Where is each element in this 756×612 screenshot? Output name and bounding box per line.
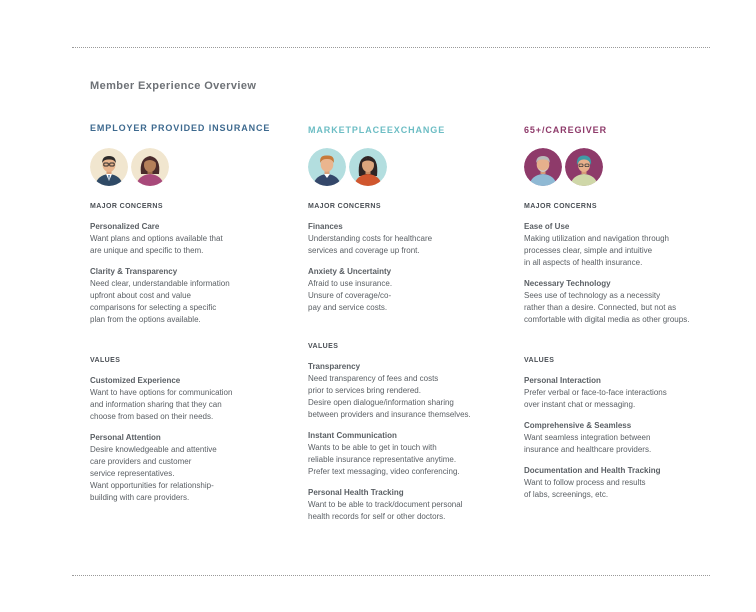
avatar-group <box>524 148 734 188</box>
value-item <box>524 420 734 456</box>
concern-item <box>308 221 508 257</box>
avatar-young-woman <box>349 148 387 186</box>
values-label: VALUES <box>90 357 121 364</box>
concern-title: Necessary Technology <box>524 279 611 288</box>
value-title: Transparency <box>308 362 361 371</box>
value-item <box>524 465 734 501</box>
concern-item <box>308 266 508 314</box>
top-divider <box>72 47 710 48</box>
value-title: Instant Communication <box>308 431 397 440</box>
concerns-label: MAJOR CONCERNS <box>308 203 381 210</box>
value-title: Documentation and Health Tracking <box>524 466 661 475</box>
avatar-older-man <box>524 148 562 186</box>
avatar-group <box>308 148 508 188</box>
concern-title: Anxiety & Uncertainty <box>308 267 392 276</box>
concern-desc: Afraid to use insurance. Unsure of coverage/co- pay and service costs. <box>308 279 393 312</box>
value-desc: Want to follow process and results of labs, screenings, etc. <box>524 478 646 499</box>
value-desc: Want to have options for communication and information sharing that they can choose from based on their needs. <box>90 388 233 421</box>
value-item <box>524 375 734 411</box>
column-title: MARKETPLACEEXCHANGE <box>308 125 446 135</box>
concern-title: Finances <box>308 222 343 231</box>
values-label: VALUES <box>524 357 555 364</box>
values-label: VALUES <box>308 343 339 350</box>
avatar-group <box>90 148 290 188</box>
concern-desc: Making utilization and navigation through processes clear, simple and intuitive in all aspects of health insurance. <box>524 234 669 267</box>
concern-title: Clarity & Transparency <box>90 267 178 276</box>
concern-title: Personalized Care <box>90 222 160 231</box>
concern-item <box>90 266 290 326</box>
value-desc: Want to be able to track/document personal health records for self or other doctors. <box>308 500 463 521</box>
value-title: Personal Interaction <box>524 376 601 385</box>
bottom-divider <box>72 575 710 576</box>
column-employer <box>90 122 290 504</box>
value-desc: Prefer verbal or face-to-face interactions over instant chat or messaging. <box>524 388 667 409</box>
value-desc: Need transparency of fees and costs prior to services bring rendered. Desire open dialogue/information sharing between providers and insurance themselves. <box>308 374 471 419</box>
column-caregiver <box>524 122 734 501</box>
value-item <box>90 432 290 504</box>
value-title: Customized Experience <box>90 376 181 385</box>
value-desc: Want seamless integration between insurance and healthcare providers. <box>524 433 652 454</box>
avatar-man-glasses <box>90 148 128 186</box>
value-title: Personal Attention <box>90 433 161 442</box>
concern-title: Ease of Use <box>524 222 570 231</box>
concern-item <box>524 278 734 326</box>
value-desc: Wants to be able to get in touch with reliable insurance representative anytime. Prefer text messaging, video conferencing. <box>308 443 460 476</box>
value-item <box>308 361 508 421</box>
column-title: EMPLOYER PROVIDED INSURANCE <box>90 123 271 133</box>
concern-desc: Need clear, understandable information upfront about cost and value comparisons for selecting a specific plan from the options available. <box>90 279 230 324</box>
column-marketplace <box>308 122 508 523</box>
page-title: Member Experience Overview <box>90 80 257 92</box>
value-item <box>90 375 290 423</box>
concerns-label: MAJOR CONCERNS <box>524 203 597 210</box>
value-item <box>308 430 508 478</box>
concern-desc: Understanding costs for healthcare services and coverage up front. <box>308 234 433 255</box>
value-title: Comprehensive & Seamless <box>524 421 632 430</box>
concerns-label: MAJOR CONCERNS <box>90 203 163 210</box>
concern-desc: Sees use of technology as a necessity rather than a desire. Connected, but not as comfortable with digital media as other groups. <box>524 291 690 324</box>
concern-item <box>524 221 734 269</box>
concern-item <box>90 221 290 257</box>
value-desc: Desire knowledgeable and attentive care providers and customer service representatives. Want opportunities for relationship- building with care providers. <box>90 445 217 502</box>
value-title: Personal Health Tracking <box>308 488 404 497</box>
column-title: 65+/CAREGIVER <box>524 125 607 135</box>
value-item <box>308 487 508 523</box>
avatar-young-man <box>308 148 346 186</box>
concern-desc: Want plans and options available that are unique and specific to them. <box>90 234 223 255</box>
avatar-woman <box>131 148 169 186</box>
avatar-older-woman <box>565 148 603 186</box>
